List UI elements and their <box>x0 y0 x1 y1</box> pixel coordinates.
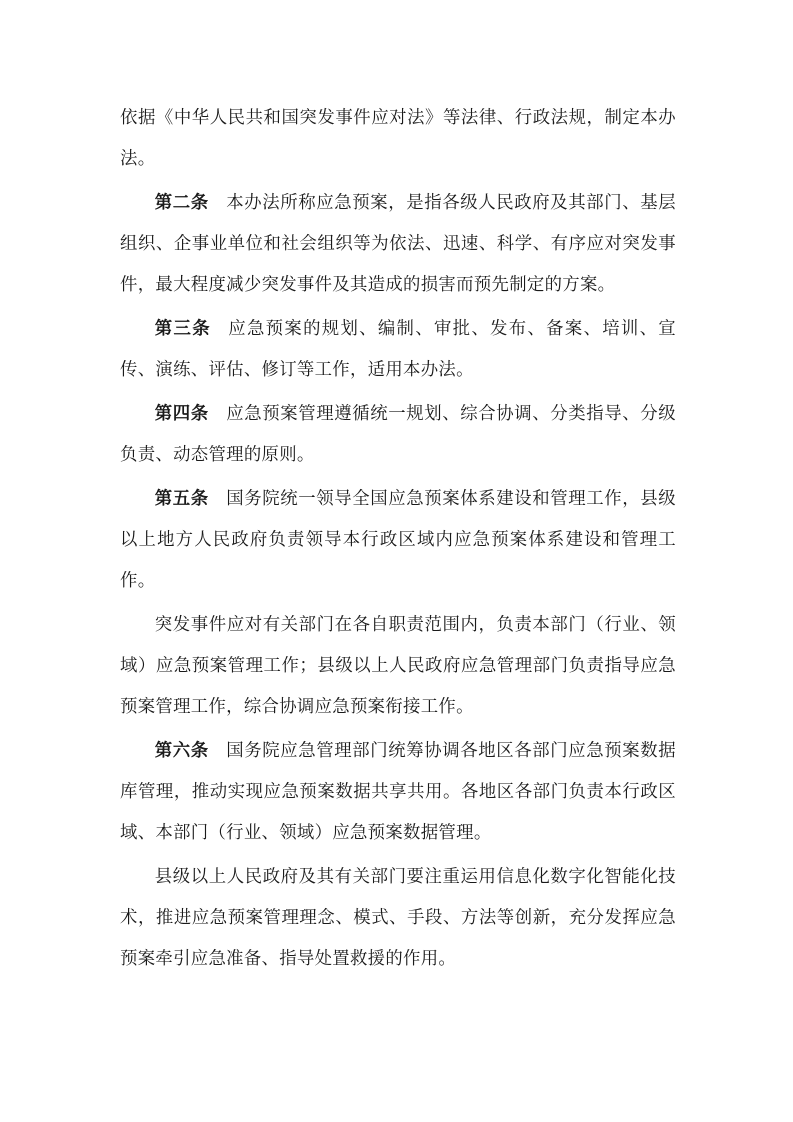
article-number: 第二条 <box>154 193 209 213</box>
article-number: 第六条 <box>154 741 209 761</box>
paragraph-text: 国务院应急管理部门统筹协调各地区各部门应急预案数据库管理，推动实现应急预案数据共享共用。各地区各部门负责本行政区域、本部门（行业、领域）应急预案数据管理。 <box>120 741 676 843</box>
paragraph-article-5 <box>120 479 676 602</box>
article-number: 第三条 <box>154 319 211 339</box>
article-number: 第五条 <box>154 489 209 509</box>
paragraph-article-6 <box>120 731 676 854</box>
paragraph-article-6-continued <box>120 857 676 980</box>
paragraph-text: 应急预案管理遵循统一规划、综合协调、分类指导、分级负责、动态管理的原则。 <box>120 404 676 465</box>
paragraph-text: 依据《中华人民共和国突发事件应对法》等法律、行政法规，制定本办法。 <box>120 108 676 169</box>
paragraph-article-5-continued <box>120 605 676 728</box>
document-body <box>120 98 676 983</box>
paragraph-text: 突发事件应对有关部门在各自职责范围内，负责本部门（行业、领域）应急预案管理工作；县级以上人民政府应急管理部门负责指导应急预案管理工作，综合协调应急预案衔接工作。 <box>120 615 676 717</box>
paragraph-article-2 <box>120 183 676 306</box>
paragraph-text: 国务院统一领导全国应急预案体系建设和管理工作，县级以上地方人民政府负责领导本行政区域内应急预案体系建设和管理工作。 <box>120 489 676 591</box>
article-number: 第四条 <box>154 404 209 424</box>
paragraph-article-3 <box>120 309 676 391</box>
paragraph-text: 应急预案的规划、编制、审批、发布、备案、培训、宣传、演练、评估、修订等工作，适用本办法。 <box>120 319 676 380</box>
paragraph-text: 县级以上人民政府及其有关部门要注重运用信息化数字化智能化技术，推进应急预案管理理念、模式、手段、方法等创新，充分发挥应急预案牵引应急准备、指导处置救援的作用。 <box>120 867 676 969</box>
paragraph-article-4 <box>120 394 676 476</box>
paragraph-text: 本办法所称应急预案，是指各级人民政府及其部门、基层组织、企事业单位和社会组织等为依法、迅速、科学、有序应对突发事件，最大程度减少突发事件及其造成的损害而预先制定的方案。 <box>120 193 676 295</box>
paragraph-intro <box>120 98 676 180</box>
